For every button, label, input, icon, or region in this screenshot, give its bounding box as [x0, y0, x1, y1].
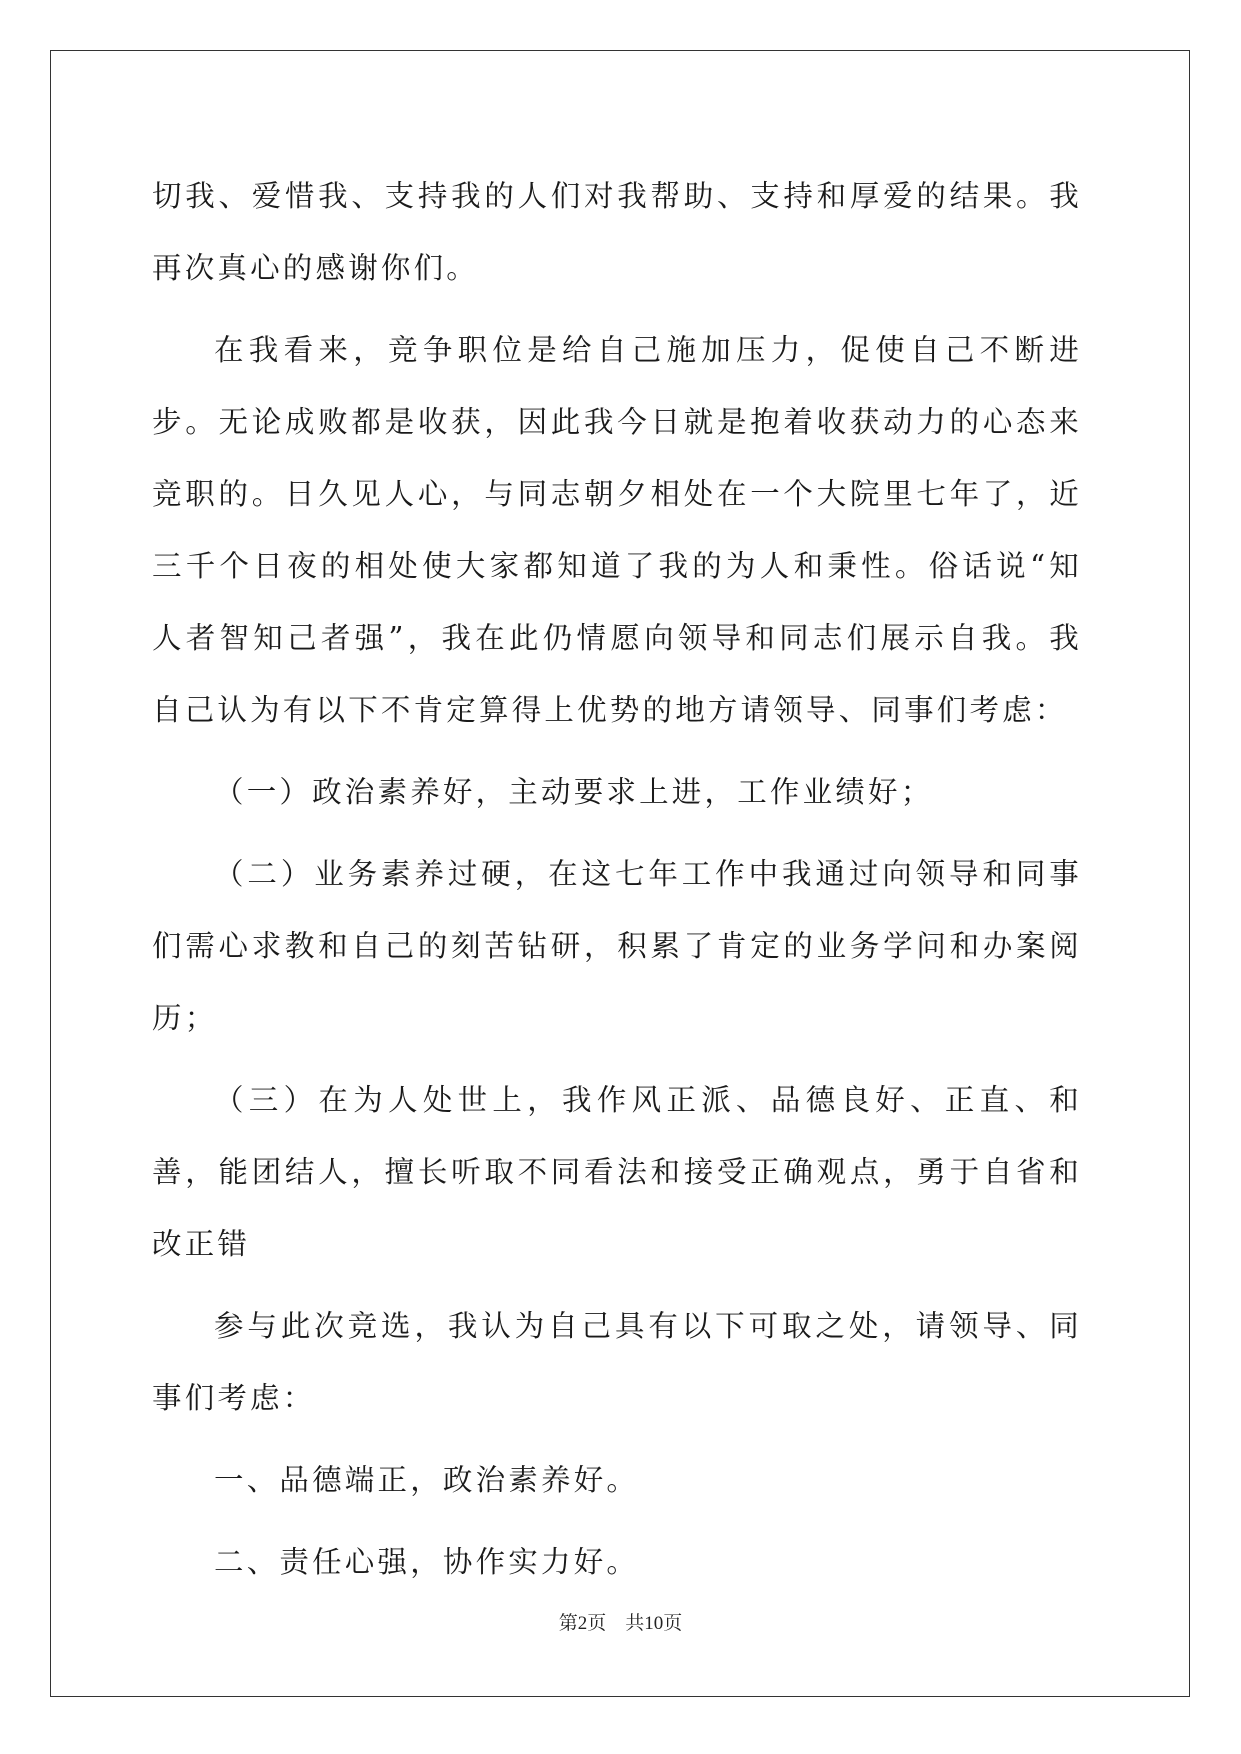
point-two: 二、责任心强，协作实力好。 [214, 1545, 640, 1579]
list-item-2: （二）业务素养过硬，在这七年工作中我通过向领导和同事们需心求教和自己的刻苦钻研，积累了肯定的业务学问和办案阅历； [152, 857, 1082, 1035]
page-number-footer: 第2页 共10页 [558, 1613, 683, 1634]
paragraph-competition-view: 在我看来，竞争职位是给自己施加压力，促使自己不断进步。无论成败都是收获，因此我今日就是抱着收获动力的心态来竞职的。日久见人心，与同志朝夕相处在一个大院里七年了，近三千个日夜的相处使大家都知道了我的为人和秉性。俗话说“知人者智知己者强”，我在此仍情愿向领导和同志们展示自我。我自己认为有以下不肯定算得上优势的地方请领导、同事们考虑： [152, 333, 1082, 727]
list-item-3: （三）在为人处世上，我作风正派、品德良好、正直、和善，能团结人，擅长听取不同看法和接受正确观点，勇于自省和改正错 [152, 1083, 1082, 1261]
paragraph-continuation: 切我、爱惜我、支持我的人们对我帮助、支持和厚爱的结果。我再次真心的感谢你们。 [152, 179, 1082, 285]
list-item-1: （一）政治素养好，主动要求上进，工作业绩好； [214, 775, 934, 809]
document-body [152, 160, 1082, 1608]
paragraph-election-intro: 参与此次竞选，我认为自己具有以下可取之处，请领导、同事们考虑： [152, 1309, 1082, 1415]
point-one: 一、品德端正，政治素养好。 [214, 1463, 640, 1497]
